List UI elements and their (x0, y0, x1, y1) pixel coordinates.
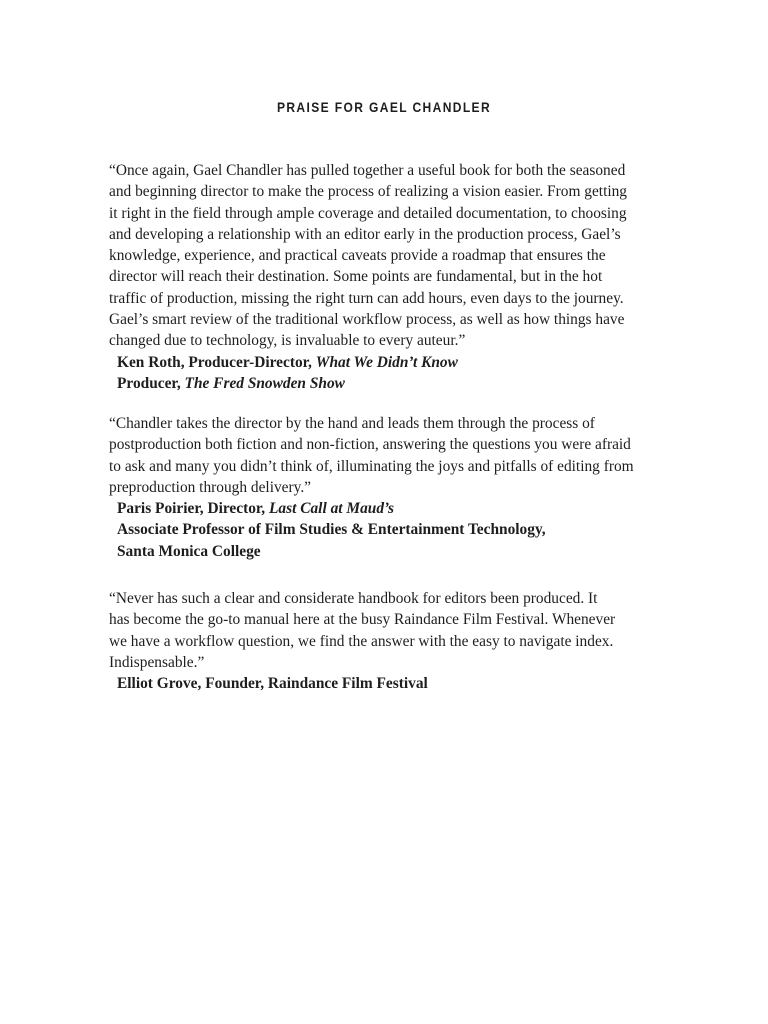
quote-line: “Never has such a clear and considerate handbook for editors been produced. It (109, 590, 598, 607)
quote-line: traffic of production, missing the right turn can add hours, even days to the journey. (109, 289, 624, 307)
testimonial-attribution (109, 352, 669, 395)
testimonial-attribution (109, 673, 669, 694)
page-heading: PRAISE FOR GAEL CHANDLER (276, 99, 492, 115)
attribution-name-role: Ken Roth, Producer-Director, (117, 353, 316, 371)
quote-line: we have a workflow question, we find the answer with the easy to navigate index. (109, 632, 614, 650)
quote-line: “Chandler takes the director by the hand and leads them through the process of (109, 415, 595, 432)
testimonial-quote (109, 160, 669, 352)
testimonial-quote (109, 588, 669, 673)
testimonial-quote (109, 413, 669, 498)
quote-line: “Once again, Gael Chandler has pulled together a useful book for both the seasoned (109, 162, 626, 179)
testimonial-ken-roth (109, 160, 669, 394)
quote-line: postproduction both fiction and non-fiction, answering the questions you were afraid (109, 436, 631, 454)
quote-line: preproduction through delivery.” (109, 478, 312, 496)
quote-line: Gael’s smart review of the traditional workflow process, as well as how things have (109, 311, 625, 329)
attribution-line (117, 373, 669, 394)
attribution-line: Elliot Grove, Founder, Raindance Film Festival (117, 675, 428, 693)
quote-line: changed due to technology, is invaluable to every auteur.” (109, 332, 466, 350)
quote-line: director will reach their destination. Some points are fundamental, but in the hot (109, 268, 603, 286)
testimonial-attribution (109, 498, 669, 562)
quote-line: to ask and many you didn’t think of, illuminating the joys and pitfalls of editing from (109, 457, 634, 475)
attribution-role: Producer, (117, 374, 185, 392)
attribution-line (117, 352, 669, 373)
attribution-line: Santa Monica College (117, 542, 261, 560)
work-title: What We Didn’t Know (315, 353, 458, 371)
quote-line: Indispensable.” (109, 653, 205, 671)
quote-line: has become the go-to manual here at the busy Raindance Film Festival. Whenever (109, 611, 616, 629)
attribution-name-role: Paris Poirier, Director, (117, 500, 270, 518)
testimonial-elliot-grove (109, 588, 669, 694)
attribution-line (117, 498, 669, 519)
attribution-line: Associate Professor of Film Studies & Entertainment Technology, (117, 521, 546, 539)
work-title: The Fred Snowden Show (184, 374, 345, 392)
testimonial-paris-poirier (109, 413, 669, 562)
quote-line: it right in the field through ample coverage and detailed documentation, to choosing (109, 204, 627, 222)
work-title: Last Call at Maud’s (269, 500, 395, 518)
quote-line: and developing a relationship with an editor early in the production process, Gael’s (109, 225, 621, 243)
quote-line: and beginning director to make the process of realizing a vision easier. From getting (109, 183, 628, 201)
quote-line: knowledge, experience, and practical caveats provide a roadmap that ensures the (109, 247, 606, 265)
